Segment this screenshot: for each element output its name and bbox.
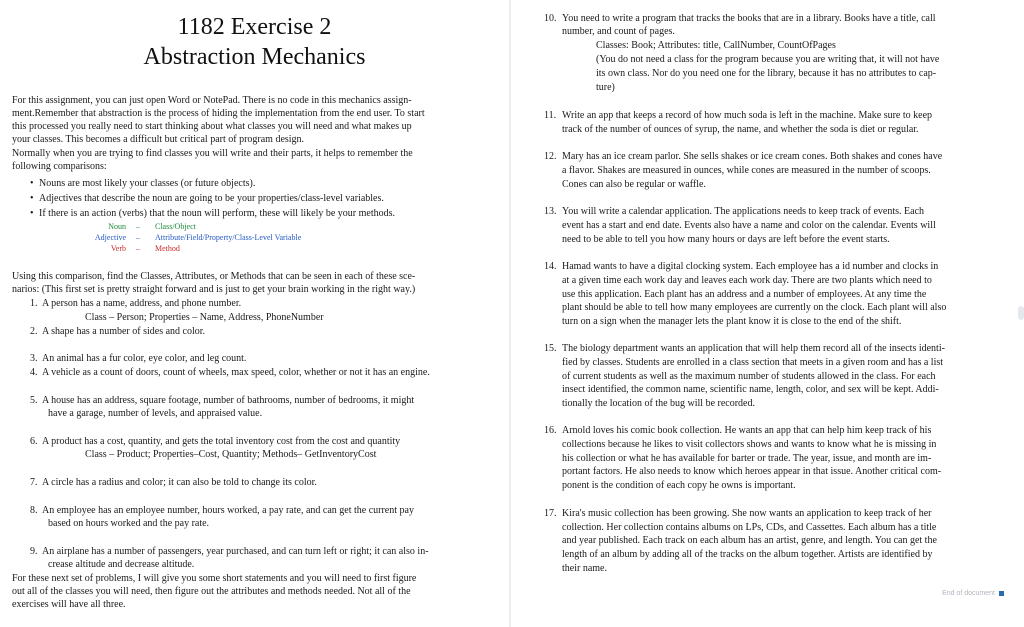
bullet-dot: • [30, 208, 34, 219]
item-line: A house has an address, square footage, number of bathrooms, number of bedrooms, it might [42, 395, 415, 406]
item-number: 17. [544, 508, 557, 519]
item-line: track of the number of ounces of syrup, the name, and whether the soda is diet or regular. [562, 124, 919, 135]
intro-line: this processed you really need to start thinking about what classes you will need and what makes up [12, 121, 412, 132]
item-number: 1. [30, 298, 38, 309]
item-line: An employee has an employee number, hours worked, a pay rate, and can get the current pay [42, 505, 414, 516]
item-line: An airplane has a number of passengers, year purchased, and can turn left or right; it can also in- [42, 546, 429, 557]
title-line-2: Abstraction Mechanics [143, 44, 366, 70]
item-line: collection. Her collection contains albums on LPs, CDs, and Cassettes. Each album has a title [562, 522, 937, 533]
item-line: A shape has a number of sides and color. [42, 326, 206, 337]
item-number: 13. [544, 206, 557, 217]
item-line: portant factors. He also needs to know which heroes appear in that issue. Another critical com- [562, 466, 942, 477]
item-number: 11. [544, 110, 557, 121]
item-line: turn on a sign when the manager lets the plant know it is close to the end of the shift. [562, 316, 902, 327]
item-note: (You do not need a class for the program because you are writing that, it will not have [596, 54, 940, 65]
bullet-adjectives: Adjectives that describe the noun are going to be your properties/class-level variables. [39, 193, 384, 204]
legend-term-noun: Noun [108, 222, 126, 231]
end-marker-icon [999, 591, 1004, 596]
bullet-dot: • [30, 178, 34, 189]
item-line: based on hours worked and the pay rate. [48, 518, 210, 529]
item-line: their name. [562, 563, 607, 574]
item-line: tionally the location of the bug will be recorded. [562, 398, 755, 409]
item-number: 10. [544, 13, 557, 24]
item-line: A vehicle as a count of doors, count of wheels, max speed, color, whether or not it has an engine. [42, 367, 430, 378]
item-line: Hamad wants to have a digital clocking system. Each employee has a id number and clocks in [562, 261, 939, 272]
item-number: 4. [30, 367, 38, 378]
item-line: number, and count of pages. [562, 26, 675, 37]
legend-meaning-adjective: Attribute/Field/Property/Class-Level Variable [155, 233, 302, 242]
item-line: his collection or what he has available for barter or trade. The year, issue, and month are im- [562, 453, 932, 464]
intro-line: ment.Remember that abstraction is the process of hiding the implementation from the end user. To start [12, 108, 425, 119]
item-line: Cones can also be regular or waffle. [562, 179, 706, 190]
bullet-dot: • [30, 193, 34, 204]
intro-line: Normally when you are trying to find classes you will write and their parts, it helps to remember the [12, 148, 413, 159]
item-line: insect identified, the common name, scientific name, length, color, and sex will be kept. Addi- [562, 384, 939, 395]
item-line: The biology department wants an application that will help them record all of the insects identi- [562, 343, 945, 354]
legend-dash: – [136, 244, 140, 253]
intro-line: following comparisons: [12, 161, 107, 172]
item-number: 9. [30, 546, 38, 557]
legend-dash: – [136, 222, 140, 231]
item-line: plant should be able to tell how many employees are currently on the clock. Each plant will also [562, 302, 947, 313]
item-line: and year published. Each track on each album has an artist, genre, and length. You can get the [562, 535, 937, 546]
item-line: A person has a name, address, and phone number. [42, 298, 242, 309]
item-note: its own class. Nor do you need one for the library, because it has no attributes to cap- [596, 68, 937, 79]
item-number: 3. [30, 353, 38, 364]
item-line: A product has a cost, quantity, and gets the total inventory cost from the cost and quantity [42, 436, 401, 447]
item-line: fied by classes. Students are enrolled in a class section that meets in a given room and has a list [562, 357, 944, 368]
item-line: An animal has a fur color, eye color, and leg count. [42, 353, 247, 364]
item-line: collections because he likes to visit collectors shows and wants to know what he is missing in [562, 439, 937, 450]
item-number: 6. [30, 436, 38, 447]
item-line: Kira's music collection has been growing. She now wants an application to keep track of her [562, 508, 932, 519]
item-number: 5. [30, 395, 38, 406]
intro-line: For this assignment, you can just open Word or NotePad. There is no code in this mechanics assign- [12, 95, 412, 106]
item-answer: Class – Product; Properties–Cost, Quantity; Methods– GetInventoryCost [85, 449, 377, 460]
next-set-line: For these next set of problems, I will give you some short statements and you will need to first figure [12, 573, 417, 584]
item-line: A circle has a radius and color; it can also be told to change its color. [42, 477, 317, 488]
bullet-verbs: If there is an action (verbs) that the noun will perform, these will likely be your methods. [39, 208, 396, 219]
item-line: Write an app that keeps a record of how much soda is left in the machine. Make sure to keep [562, 110, 933, 121]
left-page [0, 0, 509, 627]
legend-term-adjective: Adjective [94, 233, 126, 242]
item-line: ponent is the condition of each copy he owns is important. [562, 480, 796, 491]
item-number: 15. [544, 343, 557, 354]
item-answer: Classes: Book; Attributes: title, CallNumber, CountOfPages [596, 40, 836, 51]
legend-meaning-noun: Class/Object [155, 222, 196, 231]
legend-dash: – [136, 233, 140, 242]
item-line: at a given time each work day and leaves each work day. There are two plants which need to [562, 275, 932, 286]
item-line: of current students as well as the maximum number of students allowed in the class. For each [562, 371, 936, 382]
item-line: event has a start and end date. Events also have a name and color on the calendar. Events will [562, 220, 936, 231]
item-line: You will write a calendar application. The applications needs to keep track of events. Each [562, 206, 925, 217]
title-line-1: 1182 Exercise 2 [177, 14, 332, 40]
end-of-document-label: End of document [942, 590, 995, 597]
item-number: 7. [30, 477, 38, 488]
item-line: use this application. Each plant has an address and a number of employees. At any time the [562, 289, 927, 300]
legend-meaning-verb: Method [155, 244, 180, 253]
item-number: 16. [544, 425, 557, 436]
item-line: need to be able to tell you how many hours or days are left before the event starts. [562, 234, 890, 245]
item-line: length of an album by adding all of the tracks on the album together. Artists are identified by [562, 549, 933, 560]
section-intro-line: narios: (This first set is pretty straight forward and is just to get your brain working in the right way.) [12, 284, 416, 295]
item-number: 8. [30, 505, 38, 516]
item-line: You need to write a program that tracks the books that are in a library. Books have a title, call [562, 13, 936, 24]
end-of-document-marker [942, 590, 1004, 597]
bullet-nouns: Nouns are most likely your classes (or future objects). [39, 178, 256, 189]
item-line: a flavor. Shakes are measured in ounces, while cones are measured in the number of scoops. [562, 165, 931, 176]
intro-line: your classes. This becomes a difficult but critical part of program design. [12, 134, 305, 145]
section-intro-line: Using this comparison, find the Classes, Attributes, or Methods that can be seen in each of these sce- [12, 271, 416, 282]
item-line: Arnold loves his comic book collection. He wants an app that can help him keep track of his [562, 425, 932, 436]
item-answer: Class – Person; Properties – Name, Address, PhoneNumber [85, 312, 324, 323]
item-line: Mary has an ice cream parlor. She sells shakes or ice cream cones. Both shakes and cones have [562, 151, 943, 162]
next-set-line: out all of the classes you will need, then figure out the attributes and methods needed. Not all of the [12, 586, 411, 597]
item-line: have a garage, number of levels, and appraised value. [48, 408, 263, 419]
next-set-line: exercises will have all three. [12, 599, 126, 610]
right-page [511, 0, 1024, 627]
legend-term-verb: Verb [110, 244, 126, 253]
scroll-handle[interactable] [1018, 306, 1024, 320]
item-line: crease altitude and decrease altitude. [48, 559, 195, 570]
item-number: 14. [544, 261, 557, 272]
item-number: 12. [544, 151, 557, 162]
item-note: ture) [596, 82, 615, 93]
item-number: 2. [30, 326, 38, 337]
